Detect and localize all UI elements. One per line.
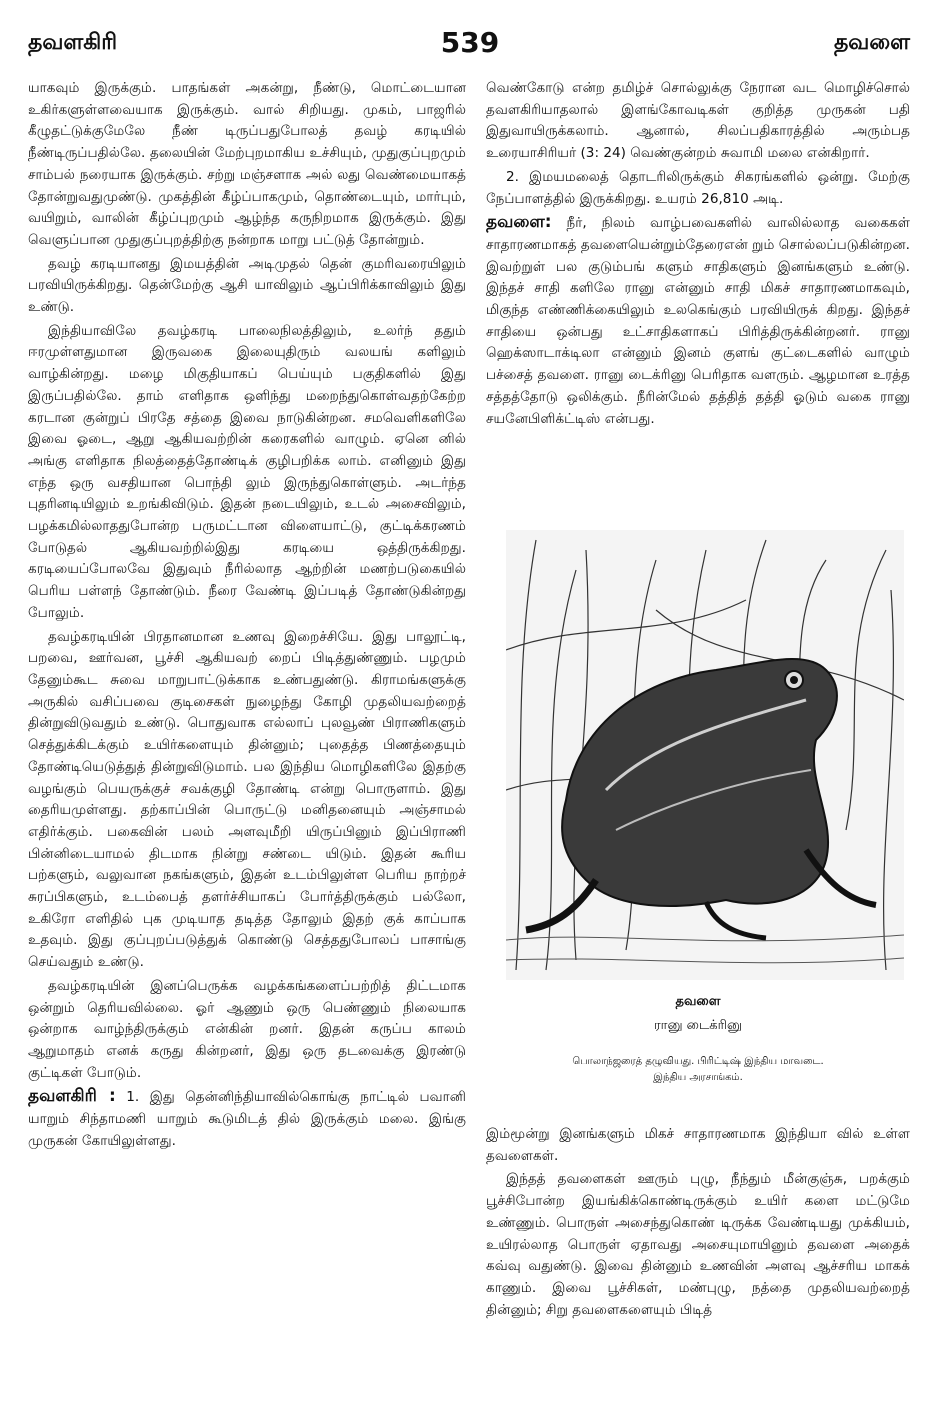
entry-headword: தவளை: [486, 212, 552, 233]
figure-credit-line: பொலாந்ஜரைத் தழுவியது. பிரிட்டிஷ் இந்திய மாவடை. [572, 1056, 824, 1067]
paragraph: இம்மூன்று இனங்களும் மிகச் சாதாரணமாக இந்தியா வில் உள்ள தவளைகள். [486, 1126, 910, 1164]
left-column [28, 78, 466, 1154]
paragraph: இந்தத் தவளைகள் ஊரும் புழு, நீந்தும் மீன்குஞ்சு, பறக்கும் பூச்சிபோன்ற இயங்கிக்கொண்டிருக்கும் உயிர் களை மட்டுமே உண்ணும். பொருள் அசைந்துகொண் டிருக்க வேண்டியது முக்கியம், உயிரல்லாத பொருள் ஏதாவது அசையுமாயினும் தவளை அதைக் கவ்வு வதுண்டு. இவை தின்னும் உணவின் அளவு ஆச்சரிய மாகக் காணும். இவை பூச்சிகள், மண்புழு, நத்தை முதலியவற்றைத் தின்னும்; சிறு தவளைகளையும் பிடித் [486, 1171, 910, 1318]
entry-body: நீர், நிலம் வாழ்பவைகளில் வாலில்லாத வகைகள் சாதாரணமாகத் தவளையென்றும்தேரைஎன் றும் சொல்லப்படுகின்றன. இவற்றுள் பல குடும்பங் களும் சாதிகளும் இனங்களும் உண்டு. இந்தச் சாதி களிலே ரானு என்னும் சாதி மிகச் சாதாரணமாகவும், மிகுந்த எண்ணிக்கையிலும் உலகெங்கும் பரவியிருக் கிறது. இந்தச் சாதியை ஒன்பது உட்சாதிகளாகப் பிரித்திருக்கின்றனர். ரானு ஹெக்ஸாடாக்டிலா என்னும் இனம் குளங் குட்டைகளில் வாழும் பச்சைத் தவளை. ரானு டைக்ரினு பெரிதாக வளரும். ஆழமான உரத்த சத்தத்தோடு ஒலிக்கும். நீரின்மேல் தத்தித் தத்தி ஓடும் வகை ரானு சயனேபிளிக்ட்டிஸ் என்பது. [486, 215, 910, 427]
frog-drawing [506, 530, 904, 980]
paragraph: வெண்கோடு என்ற தமிழ்ச் சொல்லுக்கு நேரான வட மொழிச்சொல் தவளகிரியாதலால் இளங்கோவடிகள் குறித்த முருகன் பதி இதுவாயிருக்கலாம். ஆனால், சிலப்பதிகாரத்தில் அரும்பத உரையாசிரியர் (3: 24) வெண்குன்றம் சுவாமி மலை என்கிறார். [486, 80, 910, 162]
page-header [22, 26, 918, 66]
paragraph: தவழ்கரடியின் இனப்பெருக்க வழக்கங்களைப்பற்றித் திட்டமாக ஒன்றும் தெரியவில்லை. ஓர் ஆணும் ஒரு பெண்ணும் நிலையாக ஒன்றாக வாழ்ந்திருக்கும் என்கின் றனர். இதன் கருப்ப காலம் ஆறுமாதம் எனக் கருது கின்றனர், இது ஒரு தடவைக்கு இரண்டு குட்டிகள் போடும். [28, 977, 466, 1081]
entry-body: 1. இது தென்னிந்தியாவில்கொங்கு நாட்டில் பவானி யாறும் சிந்தாமணி யாறும் கூடுமிடத் தில் இருக்கும் மலை. இங்கு முருகன் கோயிலுள்ளது. [28, 1089, 466, 1149]
running-head-left: தவளகிரி [28, 30, 118, 55]
entry-thavalai [486, 212, 910, 430]
paragraph: யாகவும் இருக்கும். பாதங்கள் அகன்று, நீண்டு, மொட்டையான உகிர்களுள்ளவையாக இருக்கும். வால் சிறியது. முகம், பாஜரில் கீழுதட்டுக்குமேலே நீண் டிருப்பதுபோலத் தவழ் கரடியில் நீண்டிருப்பதில்லே. தலையின் மேற்புறமாகிய உச்சியும், முதுகுப்புறமும் சாம்பல் நரையாக இருக்கும். சற்று மஞ்சளாக அல் லது வெண்மையாகத் தோன்றுவதுமுண்டு. முகத்தின் கீழ்ப்பாகமும், தொண்டையும், மார்பும், வயிறும், வாலின் கீழ்ப்புறமும் ஆழ்ந்த கருநிறமாக இருக்கும். இது வெளுப்பான முதுகுப்புறத்திற்கு நன்றாக மாறு பட்டுத் தோன்றும். [28, 80, 466, 248]
paragraph: இந்தியாவிலே தவழ்கரடி பாலைநிலத்திலும், உலர்ந் ததும் ஈரமுள்ளதுமான இருவகை இலையுதிரும் வலயங் களிலும் வாழ்கின்றது. மழை மிகுதியாகப் பெய்யும் பகுதிகளில் இது இருப்பதில்லே. தாம் எளிதாக ஒளிந்து மறைந்துகொள்வதற்கேற்ற கரடான குன்றுப் பிரதே சத்தை இவை நாடுகின்றன. சமவெளிகளிலே இவை ஓடை, ஆறு ஆகியவற்றின் கரைகளில் வாழும். ஏனெ னில் அங்கு எளிதாக நிலத்தைத்தோண்டிக் குழிபறிக்க லாம். எனினும் இது எந்த ஒரு வசதியான பொந்தி லும் இருந்துகொள்ளும். அடர்ந்த புதரினடியிலும் உறங்கிவிடும். இதன் நடையிலும், உடல் அசைவிலும், பழக்கமில்லாததுபோன்ற பருமட்டான விளையாட்டு, குட்டிக்கரணம் போடுதல் ஆகியவற்றில்இது கரடியை ஒத்திருக்கிறது. கரடியைப்போலவே இதுவும் நீரில்லாத ஆற்றின் மணற்படுகையில் பெரிய பள்ளந் தோண்டும். நீரை வேண்டி இப்படித் தோண்டுகின்றது போலும். [28, 322, 466, 621]
right-column-continued [486, 1124, 910, 1323]
paragraph: தவழ்கரடியின் பிரதானமான உணவு இறைச்சியே. இது பாலூட்டி, பறவை, ஊர்வன, பூச்சி ஆகியவற் றைப் பிடித்துண்ணும். பழமும் தேனும்கூட சுவை மாறுபாட்டுக்காக உண்பதுண்டு. கிராமங்களுக்கு அருகில் வசிப்பவை குடிசைகள் நுழைந்து கோழி முதலியவற்றைத் தின்றுவிடுவதும் உண்டு. பொதுவாக எல்லாப் புலவூண் பிராணிகளும் செத்துக்கிடக்கும் உயிர்களையும் தின்னும்; புதைத்த பிணத்தையும் தோண்டியெடுத்துத் தின்றுவிடுமாம். பல இந்திய மொழிகளிலே இதற்கு வழங்கும் பெயருக்குச் சவக்குழி தோண்டி என்று பொருளாம். இது தைரியமுள்ளது. தற்காப்பின் பொருட்டு மனிதனையும் அஞ்சாமல் எதிர்க்கும். பகைவின் பலம் அளவுமீறி யிருப்பினும் இப்பிராணி பின்னிடையாமல் திடமாக நின்று சண்டை யிடும். இதன் கூரிய பற்களும், வலுவான நகங்களும், இதன் உடம்பிலுள்ள பெரிய நாற்றச் சுரப்பிகளும், உடம்பைத் தளர்ச்சியாகப் போர்த்திருக்கும் பல்லோ, உகிரோ எளிதில் புக முடியாத தடித்த தோலும் இதற் குக் காப்பாக உதவும். இது குப்புறப்படுத்துக் கொண்டு செத்ததுபோலப் பாசாங்கு செய்வதும் உண்டு. [28, 628, 466, 971]
figure-caption-title: தவளை [675, 994, 721, 1009]
page-number: 539 [440, 26, 500, 59]
running-head-right: தவளை [833, 30, 910, 55]
figure-caption-species: ரானு டைக்ரினு [653, 1018, 743, 1033]
paragraph: 2. இமயமலைத் தொடரிலிருக்கும் சிகரங்களில் ஒன்று. மேற்கு நேப்பாளத்தில் இருக்கிறது. உயரம் 26,810 அடி. [486, 168, 910, 207]
figure-credit-line: இந்திய அரசாங்கம். [653, 1072, 743, 1083]
right-column [486, 78, 910, 432]
figure-credit [486, 1054, 910, 1086]
frog-illustration [506, 530, 904, 980]
paragraph: தவழ் கரடியானது இமயத்தின் அடிமுதல் தென் குமரிவரையிலும் பரவியிருக்கிறது. தென்மேற்கு ஆசி யாவிலும் ஆப்பிரிக்காவிலும் இது உண்டு. [28, 255, 466, 316]
entry-headword: தவளகிரி : [28, 1086, 116, 1107]
entry-thavalagiri [28, 1086, 466, 1152]
